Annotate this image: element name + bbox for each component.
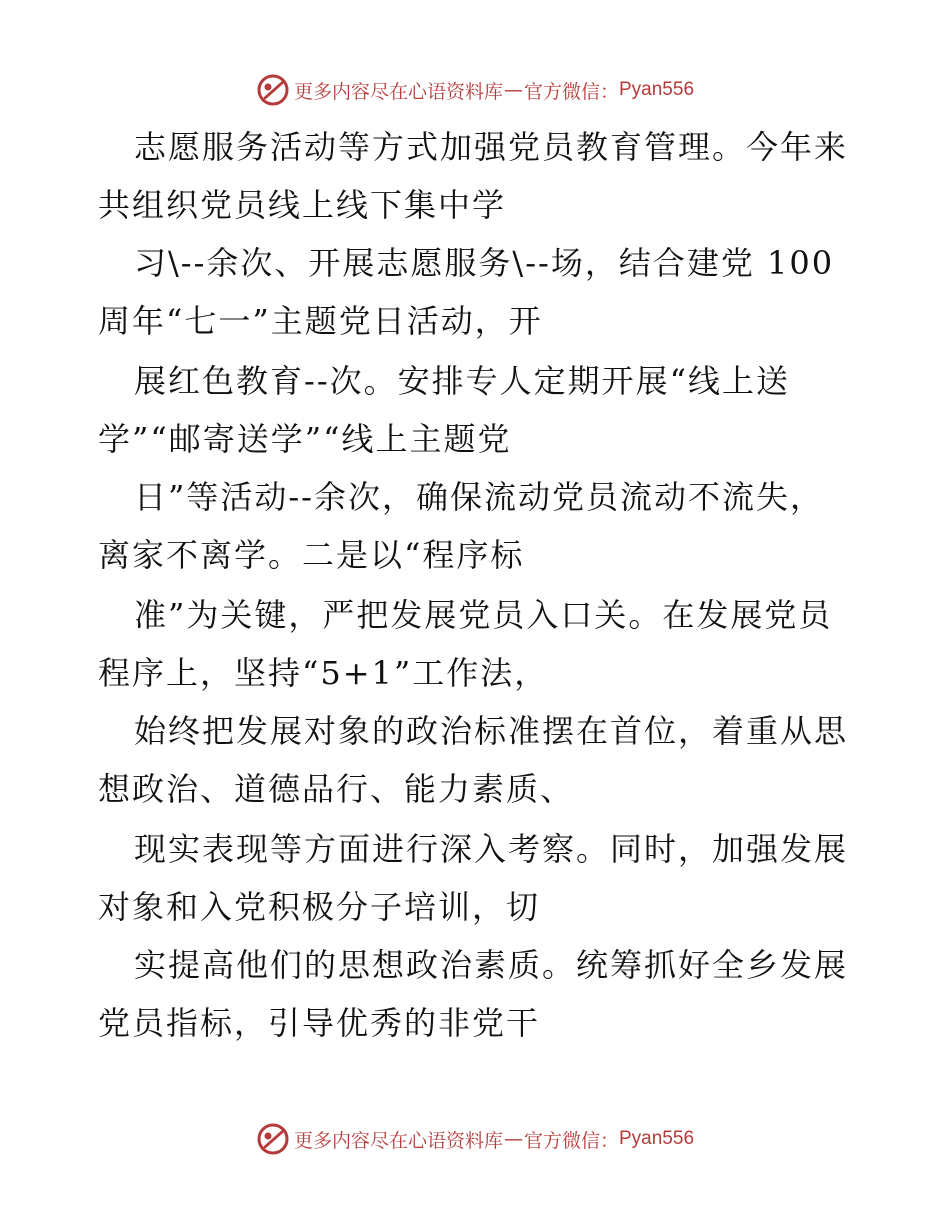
wechat-label: 官方微信：: [523, 80, 619, 103]
text-line: 党员指标，引导优秀的非党干: [98, 1004, 541, 1042]
header-banner: [0, 70, 950, 110]
text-line: 离家不离学。二是以“程序标: [98, 536, 525, 574]
text-line: 展红色教育--次。安排专人定期开展“线上送: [134, 362, 790, 400]
banner-dash: —: [503, 79, 523, 101]
logo-icon: [256, 73, 290, 107]
wechat-handle: Pyan556: [619, 79, 695, 100]
text-line: 想政治、道德品行、能力素质、: [98, 770, 575, 808]
footer-banner: [0, 1119, 950, 1159]
logo-icon: [256, 1122, 290, 1156]
wechat-label: 官方微信：: [523, 1129, 619, 1152]
site-text: 更多内容尽在心语资料库: [293, 1129, 503, 1152]
text-line: 学”“邮寄送学”“线上主题党: [98, 420, 512, 458]
text-line: 对象和入党积极分子培训，切: [98, 888, 541, 926]
site-text: 更多内容尽在心语资料库: [293, 80, 503, 103]
text-line: 志愿服务活动等方式加强党员教育管理。今年来: [134, 128, 849, 166]
text-line: 程序上，坚持“5+1”工作法，: [98, 654, 549, 692]
text-line: 实提高他们的思想政治素质。统筹抓好全乡发展: [134, 946, 849, 984]
banner-dash: —: [503, 1128, 523, 1150]
text-line: 习\--余次、开展志愿服务\--场，结合建党 100: [134, 244, 835, 282]
text-line: 准”为关键，严把发展党员入口关。在发展党员: [134, 596, 833, 634]
text-line: 始终把发展对象的政治标准摆在首位，着重从思: [134, 712, 849, 750]
text-line: 现实表现等方面进行深入考察。同时，加强发展: [134, 830, 849, 868]
text-line: 共组织党员线上线下集中学: [98, 186, 507, 224]
text-line: 周年“七一”主题党日活动，开: [98, 302, 543, 340]
wechat-handle: Pyan556: [619, 1128, 695, 1149]
text-line: 日”等活动--余次，确保流动党员流动不流失，: [134, 478, 824, 516]
